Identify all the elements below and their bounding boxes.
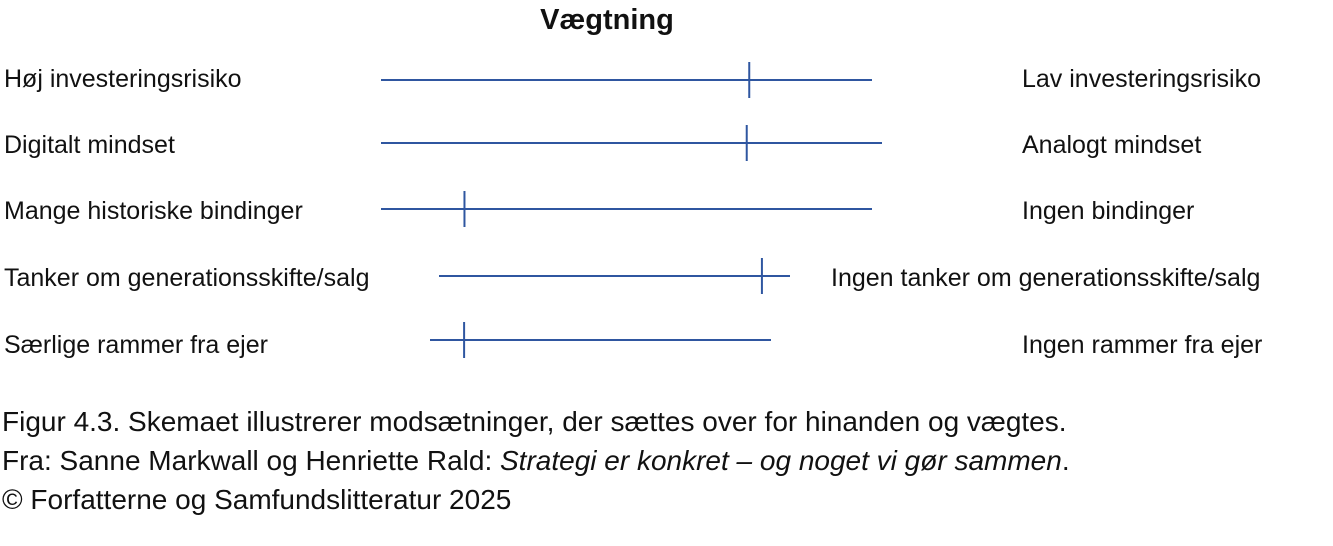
scale-4-right-label: Ingen tanker om generationsskifte/salg	[831, 264, 1261, 292]
scale-3-left-label: Mange historiske bindinger	[4, 197, 303, 225]
diagram-title: Vægtning	[540, 4, 674, 36]
scale-2-right-label: Analogt mindset	[1022, 131, 1202, 159]
caption-book-title: Strategi er konkret – og noget vi gør sammen	[500, 445, 1062, 476]
caption-line-3: © Forfatterne og Samfundslitteratur 2025	[2, 484, 512, 515]
figure-caption	[2, 402, 1070, 519]
scale-2-left-label: Digitalt mindset	[4, 131, 175, 159]
scale-4-left-label: Tanker om generationsskifte/salg	[4, 264, 370, 292]
caption-line-1: Figur 4.3. Skemaet illustrerer modsætninger, der sættes over for hinanden og vægtes.	[2, 406, 1067, 437]
caption-source-prefix: Fra: Sanne Markwall og Henriette Rald:	[2, 445, 500, 476]
scale-5-right-label: Ingen rammer fra ejer	[1022, 331, 1263, 359]
caption-source-suffix: .	[1061, 445, 1070, 476]
scale-1-left-label: Høj investeringsrisiko	[4, 65, 242, 93]
scale-1-right-label: Lav investeringsrisiko	[1022, 65, 1261, 93]
scale-3-right-label: Ingen bindinger	[1022, 197, 1195, 225]
scale-5-left-label: Særlige rammer fra ejer	[4, 331, 268, 359]
caption-line-2	[2, 441, 1070, 480]
